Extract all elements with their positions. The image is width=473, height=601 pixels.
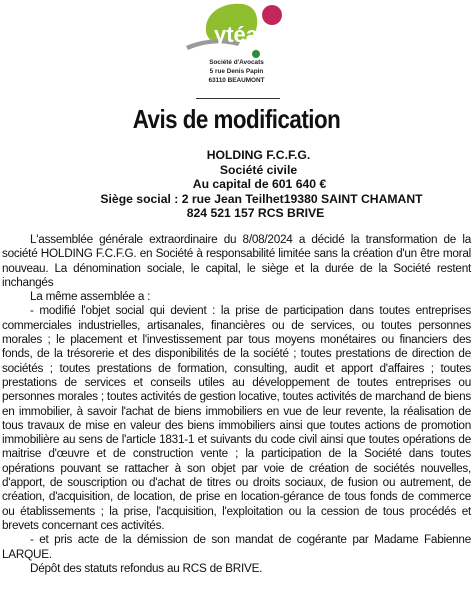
- firm-street: 5 rue Denis Papin: [209, 67, 264, 75]
- paragraph-resignation: - et pris acte de la démission de son mandat de cogérante par Madame Fabienne LARQUE.: [2, 533, 471, 561]
- company-name: HOLDING F.C.F.G.: [206, 148, 311, 162]
- firm-logo: [184, 2, 294, 58]
- notice-title: Avis de modification: [132, 104, 341, 134]
- company-capital: Au capital de 601 640 €: [192, 177, 327, 192]
- logo-brand-text: ytéa: [213, 22, 259, 47]
- header-divider: [196, 98, 280, 99]
- firm-city: 63110 BEAUMONT: [208, 76, 265, 84]
- paragraph-deposit: Dépôt des statuts refondus au RCS de BRIVE.: [30, 561, 263, 575]
- firm-type: Société d'Avocats: [209, 59, 264, 66]
- company-rcs: 824 521 157 RCS BRIVE: [186, 206, 325, 221]
- company-header: [0, 148, 473, 221]
- logo-magenta-circle: [262, 5, 282, 25]
- firm-address: [0, 59, 473, 85]
- paragraph-assembly: La même assemblée a :: [30, 290, 151, 304]
- notice-body: [2, 233, 471, 576]
- ytea-logo-graphic: [184, 2, 294, 58]
- paragraph-object: - modifié l'objet social qui devient : la prise de participation dans toutes entreprises commerciales industrielles, artisanales, financières ou de services, ou toutes personnes morales ; le placement et l'investissement par tous moyens monétaires ou financiers des fonds, de la trésorerie et des disponibilités de la société ; toutes prestations de direction de sociétés ; toutes prestations de formation, consulting, audit et apport d'affaires ; toutes prestations de services et conseils utiles au développement de toutes entreprises ou personnes morales ; toutes activités de gestion locative, toutes activités de marchand de biens en immobilier, à savoir l'achat de biens immobiliers en vue de leur revente, la réalisation de tous travaux de mise en valeur des biens immobiliers ainsi que toutes actions de promotion immobilière au sens de l'article 1831-1 et suivants du code civil ainsi que toutes opérations de maitrise d'œuvre et de construction vente ; la participation de la Société dans toutes opérations pouvant se rattacher à son objet par voie de création de sociétés nouvelles, d'apport, de souscription ou d'achat de titres ou droits sociaux, de fusion ou autrement, de création, d'acquisition, de location, de prise en location-gérance de tous fonds de commerce ou établissements ; la prise, l'acquisition, l'exploitation ou la cession de tous procédés et brevets concernant ces activités.: [2, 304, 471, 532]
- logo-dark-green-circle: [252, 50, 260, 58]
- company-form: Société civile: [219, 162, 298, 177]
- paragraph-decision: L'assemblée générale extraordinaire du 8/08/2024 a décidé la transformation de la société HOLDING F.C.F.G. en Société à responsabilité limitée sans la création d'un être moral nouveau. La dénomination sociale, le capital, le siège et la durée de la Société restent inchangés: [2, 233, 471, 289]
- company-address: Siège social : 2 rue Jean Teilhet19380 SAINT CHAMANT: [100, 191, 423, 206]
